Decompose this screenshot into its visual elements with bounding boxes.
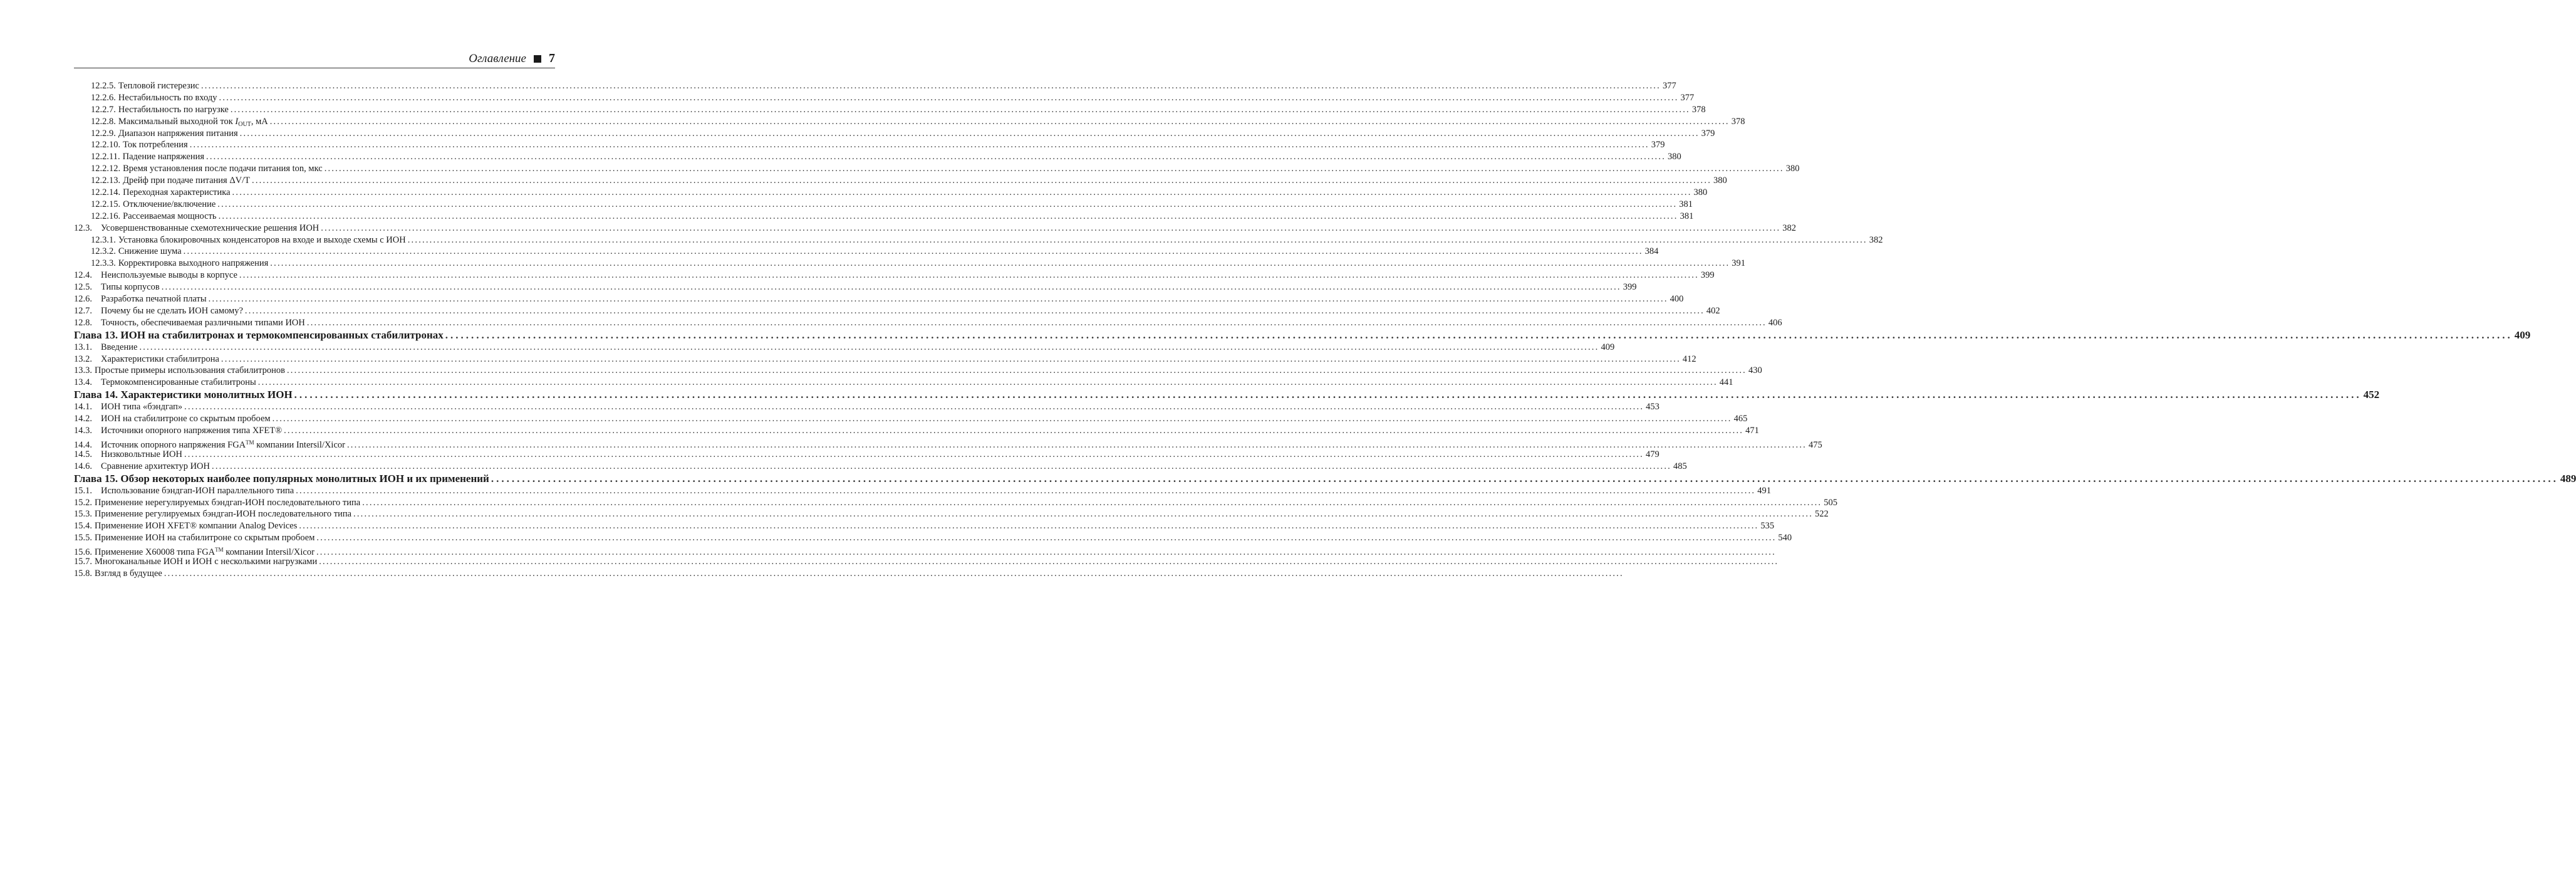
toc-page-number: 452 bbox=[2363, 389, 2380, 401]
toc-row[interactable] bbox=[74, 354, 1696, 365]
toc-entry-title: Применение X60008 типа FGA™ компании Intersil/Xicor bbox=[95, 547, 314, 558]
toc-page-number: 471 bbox=[1745, 426, 1759, 436]
dot-leader: ................................................................................................................................................................................................................................................................................................................................................................................................................ bbox=[219, 92, 1679, 103]
dot-leader: ................................................................................................................................................................................................................................................................................................................................................................................................................ bbox=[184, 449, 1644, 459]
toc-page-number: 465 bbox=[1733, 414, 1748, 424]
dot-leader: ................................................................................................................................................................................................................................................................................................................................................................................................................ bbox=[294, 389, 2362, 401]
toc-entry-title: Применение ИОН на стабилитроне со скрытым пробоем bbox=[95, 533, 315, 543]
toc-row[interactable] bbox=[74, 401, 1659, 413]
dot-leader: ................................................................................................................................................................................................................................................................................................................................................................................................................ bbox=[284, 426, 1744, 436]
toc-entry-number: 14.3. bbox=[74, 426, 92, 436]
dot-leader: ................................................................................................................................................................................................................................................................................................................................................................................................................ bbox=[272, 414, 1732, 424]
dot-leader: ................................................................................................................................................................................................................................................................................................................................................................................................................ bbox=[445, 328, 2513, 341]
toc-entry-number: 14.4. bbox=[74, 439, 92, 450]
toc-entry-title: Характеристики стабилитрона bbox=[101, 354, 219, 364]
dot-leader: ................................................................................................................................................................................................................................................................................................................................................................................................................ bbox=[270, 258, 1730, 269]
toc-entry-title: Сравнение архитектур ИОН bbox=[101, 461, 210, 471]
toc-page-number: 382 bbox=[1869, 234, 1883, 245]
toc-page-number: 475 bbox=[1808, 439, 1822, 450]
toc-page-number: 399 bbox=[1623, 282, 1637, 293]
toc-entry-number: 12.7. bbox=[74, 305, 92, 316]
toc-row[interactable] bbox=[74, 425, 1759, 437]
toc-row[interactable] bbox=[74, 377, 1733, 389]
toc-entry-title: Время установления после подачи питания ton, мкс bbox=[123, 164, 323, 174]
toc-page-number: 409 bbox=[2514, 328, 2531, 341]
toc-entry-title: Глава 15. Обзор некоторых наиболее популярных монолитных ИОН и их применений bbox=[74, 472, 489, 485]
dot-leader: ................................................................................................................................................................................................................................................................................................................................................................................................................ bbox=[299, 521, 1759, 532]
toc-entry-number: 12.3.1. bbox=[91, 234, 116, 245]
toc-entry-number: 15.2. bbox=[74, 497, 92, 508]
toc-entry-number: 12.2.15. bbox=[91, 199, 121, 209]
toc-entry-number: 12.2.6. bbox=[91, 92, 116, 103]
dot-leader: ................................................................................................................................................................................................................................................................................................................................................................................................................ bbox=[286, 365, 1747, 376]
toc-page-number: 381 bbox=[1679, 199, 1693, 209]
dot-leader: ................................................................................................................................................................................................................................................................................................................................................................................................................ bbox=[269, 116, 1730, 127]
dot-leader: ................................................................................................................................................................................................................................................................................................................................................................................................................ bbox=[306, 317, 1767, 328]
dot-leader: ................................................................................................................................................................................................................................................................................................................................................................................................................ bbox=[183, 246, 1643, 257]
toc-chapter-row[interactable] bbox=[74, 389, 2380, 401]
toc-row[interactable] bbox=[74, 508, 1829, 520]
toc-entry-title: Применение регулируемых бэндгап-ИОН последовательного типа bbox=[95, 509, 352, 520]
toc-entry-number: 14.5. bbox=[74, 449, 92, 459]
header-title: Оглавление bbox=[469, 52, 526, 65]
toc-row[interactable] bbox=[74, 80, 1676, 92]
toc-entry-number: 15.4. bbox=[74, 521, 92, 532]
toc-entry-number: 12.2.16. bbox=[91, 211, 121, 221]
toc-page-number: 381 bbox=[1680, 211, 1694, 221]
toc-row[interactable] bbox=[74, 437, 1822, 450]
toc-row[interactable] bbox=[74, 258, 1746, 270]
toc-page-number: 402 bbox=[1706, 305, 1720, 316]
toc-row[interactable] bbox=[74, 317, 1782, 329]
dot-leader: ................................................................................................................................................................................................................................................................................................................................................................................................................ bbox=[189, 140, 1649, 150]
toc-entry-title: Типы корпусов bbox=[101, 282, 160, 293]
dot-leader: ................................................................................................................................................................................................................................................................................................................................................................................................................ bbox=[208, 294, 1668, 305]
toc-page-number: 379 bbox=[1651, 140, 1665, 150]
toc-entry-title: Усовершенствованные схемотехнические решения ИОН bbox=[101, 223, 319, 233]
toc-row[interactable] bbox=[74, 92, 1695, 104]
dot-leader: ................................................................................................................................................................................................................................................................................................................................................................................................................ bbox=[257, 377, 1718, 388]
toc-row[interactable] bbox=[74, 128, 1715, 140]
toc-page-number: 430 bbox=[1748, 365, 1762, 376]
toc-page-number: 485 bbox=[1673, 461, 1687, 471]
toc-page-number: 382 bbox=[1782, 223, 1797, 233]
dot-leader: ................................................................................................................................................................................................................................................................................................................................................................................................................ bbox=[319, 556, 1779, 567]
toc-page-number: 399 bbox=[1700, 270, 1715, 281]
toc-page-number: 384 bbox=[1644, 246, 1659, 257]
toc-entry-title: Термокомпенсированные стабилитроны bbox=[101, 377, 256, 388]
toc-page-number: 522 bbox=[1815, 509, 1829, 520]
toc-page-number: 540 bbox=[1778, 533, 1792, 543]
toc-row[interactable] bbox=[74, 246, 1659, 258]
toc-entry-title: Максимальный выходной ток $I_{OUT}$, мА bbox=[118, 116, 268, 128]
toc-row[interactable] bbox=[74, 234, 1883, 246]
toc-entry-title: Точность, обеспечиваемая различными типами ИОН bbox=[101, 317, 305, 328]
dot-leader: ................................................................................................................................................................................................................................................................................................................................................................................................................ bbox=[316, 533, 1777, 543]
dot-leader: ................................................................................................................................................................................................................................................................................................................................................................................................................ bbox=[491, 472, 2558, 485]
toc-entry-title: Взгляд в будущее bbox=[95, 568, 162, 579]
toc-page-number: 406 bbox=[1768, 317, 1782, 328]
toc-row[interactable] bbox=[74, 211, 1694, 223]
toc-entry-number: 12.3.2. bbox=[91, 246, 116, 257]
toc-entry-number: 12.3. bbox=[74, 223, 92, 233]
toc-entry-title: Рассеиваемая мощность bbox=[123, 211, 217, 221]
dot-leader: ................................................................................................................................................................................................................................................................................................................................................................................................................ bbox=[161, 282, 1621, 293]
toc-entry-title: Разработка печатной платы bbox=[101, 294, 207, 305]
toc-entry-number: 12.2.9. bbox=[91, 128, 116, 139]
dot-leader: ................................................................................................................................................................................................................................................................................................................................................................................................................ bbox=[232, 187, 1692, 198]
dot-leader: ................................................................................................................................................................................................................................................................................................................................................................................................................ bbox=[252, 176, 1712, 186]
toc-entry-title: Введение bbox=[101, 342, 138, 352]
toc-entry-title: Низковольтные ИОН bbox=[101, 449, 182, 459]
dot-leader: ................................................................................................................................................................................................................................................................................................................................................................................................................ bbox=[200, 81, 1661, 91]
dot-leader: ................................................................................................................................................................................................................................................................................................................................................................................................................ bbox=[239, 270, 1699, 281]
toc-entry-title: Глава 14. Характеристики монолитных ИОН bbox=[74, 389, 293, 401]
toc-page-number: 491 bbox=[1757, 485, 1771, 496]
toc-entry-number: 12.2.7. bbox=[91, 104, 116, 115]
toc-entry-number: 13.1. bbox=[74, 342, 92, 352]
table-of-contents bbox=[74, 80, 2576, 580]
toc-row[interactable] bbox=[74, 556, 1779, 568]
dot-leader: ................................................................................................................................................................................................................................................................................................................................................................................................................ bbox=[218, 211, 1678, 221]
toc-entry-number: 15.3. bbox=[74, 509, 92, 520]
toc-page-number: 505 bbox=[1824, 497, 1837, 508]
toc-entry-number: 12.8. bbox=[74, 317, 92, 328]
toc-chapter-row[interactable] bbox=[74, 328, 2531, 342]
toc-entry-number: 12.2.13. bbox=[91, 176, 121, 186]
toc-entry-title: Применение ИОН XFET® компании Analog Devices bbox=[95, 521, 298, 532]
toc-entry-title: Почему бы не сделать ИОН самому? bbox=[101, 305, 243, 316]
toc-row[interactable] bbox=[74, 305, 1720, 317]
toc-entry-number: 12.4. bbox=[74, 270, 92, 281]
dot-leader: ................................................................................................................................................................................................................................................................................................................................................................................................................ bbox=[362, 497, 1822, 508]
toc-entry-title: Установка блокировочных конденсаторов на входе и выходе схемы с ИОН bbox=[118, 234, 406, 245]
toc-entry-number: 12.6. bbox=[74, 294, 92, 305]
toc-entry-number: 12.2.5. bbox=[91, 81, 116, 91]
toc-entry-number: 13.4. bbox=[74, 377, 92, 388]
header-page-number: 7 bbox=[549, 51, 555, 65]
toc-entry-number: 13.3. bbox=[74, 365, 92, 376]
toc-row[interactable] bbox=[74, 293, 1684, 305]
toc-row[interactable] bbox=[74, 520, 1775, 532]
toc-entry-number: 15.7. bbox=[74, 556, 92, 567]
toc-row[interactable] bbox=[74, 270, 1715, 281]
toc-entry-title: Переходная характеристика bbox=[123, 187, 231, 198]
toc-entry-title: Диапазон напряжения питания bbox=[118, 128, 238, 139]
toc-page-number: 479 bbox=[1645, 449, 1659, 459]
toc-row[interactable] bbox=[74, 342, 1615, 354]
square-bullet-icon bbox=[534, 55, 541, 63]
toc-entry-number: 12.2.14. bbox=[91, 187, 121, 198]
toc-entry-number: 14.1. bbox=[74, 402, 92, 412]
toc-page-number: 380 bbox=[1693, 187, 1708, 198]
toc-entry-number: 12.2.12. bbox=[91, 164, 121, 174]
toc-row[interactable] bbox=[74, 449, 1659, 461]
toc-entry-number: 12.2.11. bbox=[91, 152, 120, 162]
dot-leader: ................................................................................................................................................................................................................................................................................................................................................................................................................ bbox=[324, 164, 1784, 174]
toc-page-number: 441 bbox=[1719, 377, 1733, 388]
dot-leader: ................................................................................................................................................................................................................................................................................................................................................................................................................ bbox=[139, 342, 1599, 352]
toc-row[interactable] bbox=[74, 223, 1797, 234]
toc-entry-title: Неиспользуемые выводы в корпусе bbox=[101, 270, 237, 281]
toc-row[interactable] bbox=[74, 187, 1708, 199]
toc-entry-number: 12.5. bbox=[74, 282, 92, 293]
toc-page-number: 380 bbox=[1713, 176, 1727, 186]
toc-page-number: 380 bbox=[1785, 164, 1800, 174]
toc-page-number: 377 bbox=[1680, 92, 1695, 103]
running-header bbox=[74, 50, 555, 68]
toc-row[interactable] bbox=[74, 461, 1687, 473]
toc-row[interactable] bbox=[74, 485, 1771, 497]
toc-row[interactable] bbox=[74, 116, 1745, 128]
toc-entry-number: 12.2.8. bbox=[91, 116, 116, 127]
toc-page-number: 453 bbox=[1646, 402, 1659, 412]
toc-entry-title: Использование бэндгап-ИОН параллельного типа bbox=[101, 485, 294, 496]
dot-leader: ................................................................................................................................................................................................................................................................................................................................................................................................................ bbox=[217, 199, 1678, 209]
toc-page-number: 409 bbox=[1601, 342, 1615, 352]
toc-page-number: 380 bbox=[1668, 152, 1681, 162]
toc-entry-number: 14.6. bbox=[74, 461, 92, 471]
toc-page-number: 378 bbox=[1691, 104, 1706, 115]
toc-row[interactable] bbox=[74, 199, 1693, 211]
dot-leader: ................................................................................................................................................................................................................................................................................................................................................................................................................ bbox=[296, 485, 1756, 496]
toc-page-number: 379 bbox=[1701, 128, 1715, 139]
toc-row[interactable] bbox=[74, 139, 1665, 151]
dot-leader: ................................................................................................................................................................................................................................................................................................................................................................................................................ bbox=[164, 568, 1624, 579]
toc-entry-title: Тепловой гистерезис bbox=[118, 81, 199, 91]
dot-leader: ................................................................................................................................................................................................................................................................................................................................................................................................................ bbox=[221, 354, 1681, 364]
dot-leader: ................................................................................................................................................................................................................................................................................................................................................................................................................ bbox=[346, 439, 1807, 450]
dot-leader: ................................................................................................................................................................................................................................................................................................................................................................................................................ bbox=[230, 104, 1690, 115]
toc-entry-title: Многоканальные ИОН и ИОН с несколькими нагрузками bbox=[95, 556, 318, 567]
toc-chapter-row[interactable] bbox=[74, 472, 2576, 485]
toc-entry-title: Отключение/включение bbox=[123, 199, 216, 209]
toc-row[interactable] bbox=[74, 151, 1681, 163]
dot-leader: ................................................................................................................................................................................................................................................................................................................................................................................................................ bbox=[353, 509, 1814, 520]
toc-row[interactable] bbox=[74, 413, 1748, 425]
toc-row[interactable] bbox=[74, 163, 1800, 175]
toc-row[interactable] bbox=[74, 568, 1624, 580]
toc-page-number: 535 bbox=[1760, 521, 1775, 532]
toc-entry-title: Источник опорного напряжения FGA™ компании Intersil/Xicor bbox=[101, 439, 345, 450]
dot-leader: ................................................................................................................................................................................................................................................................................................................................................................................................................ bbox=[239, 128, 1700, 139]
toc-row[interactable] bbox=[74, 104, 1706, 116]
toc-entry-title: Корректировка выходного напряжения bbox=[118, 258, 269, 269]
dot-leader: ................................................................................................................................................................................................................................................................................................................................................................................................................ bbox=[212, 461, 1671, 471]
toc-entry-title: ИОН на стабилитроне со скрытым пробоем bbox=[101, 414, 271, 424]
toc-row[interactable] bbox=[74, 281, 1637, 293]
dot-leader: ................................................................................................................................................................................................................................................................................................................................................................................................................ bbox=[321, 223, 1781, 233]
toc-entry-title: Дрейф при подаче питания ΔV/T bbox=[123, 176, 251, 186]
toc-entry-title: Применение нерегулируемых бэндгап-ИОН последовательного типа bbox=[95, 497, 361, 508]
toc-page-number: 377 bbox=[1662, 81, 1676, 91]
toc-page-number: 489 bbox=[2560, 472, 2576, 485]
toc-page-number: 412 bbox=[1682, 354, 1696, 364]
toc-entry-title: Ток потребления bbox=[123, 140, 188, 150]
toc-entry-title: Источники опорного напряжения типа XFET® bbox=[101, 426, 283, 436]
dot-leader: ................................................................................................................................................................................................................................................................................................................................................................................................................ bbox=[316, 547, 1776, 558]
toc-entry-number: 12.2.10. bbox=[91, 140, 121, 150]
toc-entry-title: Снижение шума bbox=[118, 246, 182, 257]
toc-entry-title: Нестабильность по нагрузке bbox=[118, 104, 229, 115]
toc-entry-number: 14.2. bbox=[74, 414, 92, 424]
dot-leader: ................................................................................................................................................................................................................................................................................................................................................................................................................ bbox=[184, 402, 1644, 412]
toc-entry-number: 13.2. bbox=[74, 354, 92, 364]
dot-leader: ................................................................................................................................................................................................................................................................................................................................................................................................................ bbox=[206, 152, 1666, 162]
toc-row[interactable] bbox=[74, 175, 1727, 187]
toc-entry-number: 15.1. bbox=[74, 485, 92, 496]
toc-entry-title: Простые примеры использования стабилитронов bbox=[95, 365, 285, 376]
toc-row[interactable] bbox=[74, 365, 1762, 377]
toc-entry-title: Глава 13. ИОН на стабилитронах и термокомпенсированных стабилитронах bbox=[74, 328, 444, 341]
toc-row[interactable] bbox=[74, 544, 1776, 558]
toc-page-number: 400 bbox=[1670, 294, 1684, 305]
toc-entry-number: 12.3.3. bbox=[91, 258, 116, 269]
toc-entry-number: 15.8. bbox=[74, 568, 92, 579]
dot-leader: ................................................................................................................................................................................................................................................................................................................................................................................................................ bbox=[244, 305, 1705, 316]
toc-entry-number: 15.5. bbox=[74, 533, 92, 543]
toc-entry-number: 15.6. bbox=[74, 547, 92, 558]
dot-leader: ................................................................................................................................................................................................................................................................................................................................................................................................................ bbox=[407, 234, 1867, 245]
toc-page-number: 378 bbox=[1731, 116, 1745, 127]
toc-row[interactable] bbox=[74, 497, 1837, 509]
toc-row[interactable] bbox=[74, 532, 1792, 544]
toc-entry-title: Нестабильность по входу bbox=[118, 92, 217, 103]
toc-page-number: 391 bbox=[1732, 258, 1746, 269]
toc-entry-title: ИОН типа «бэндгап» bbox=[101, 402, 183, 412]
toc-entry-title: Падение напряжения bbox=[122, 152, 205, 162]
